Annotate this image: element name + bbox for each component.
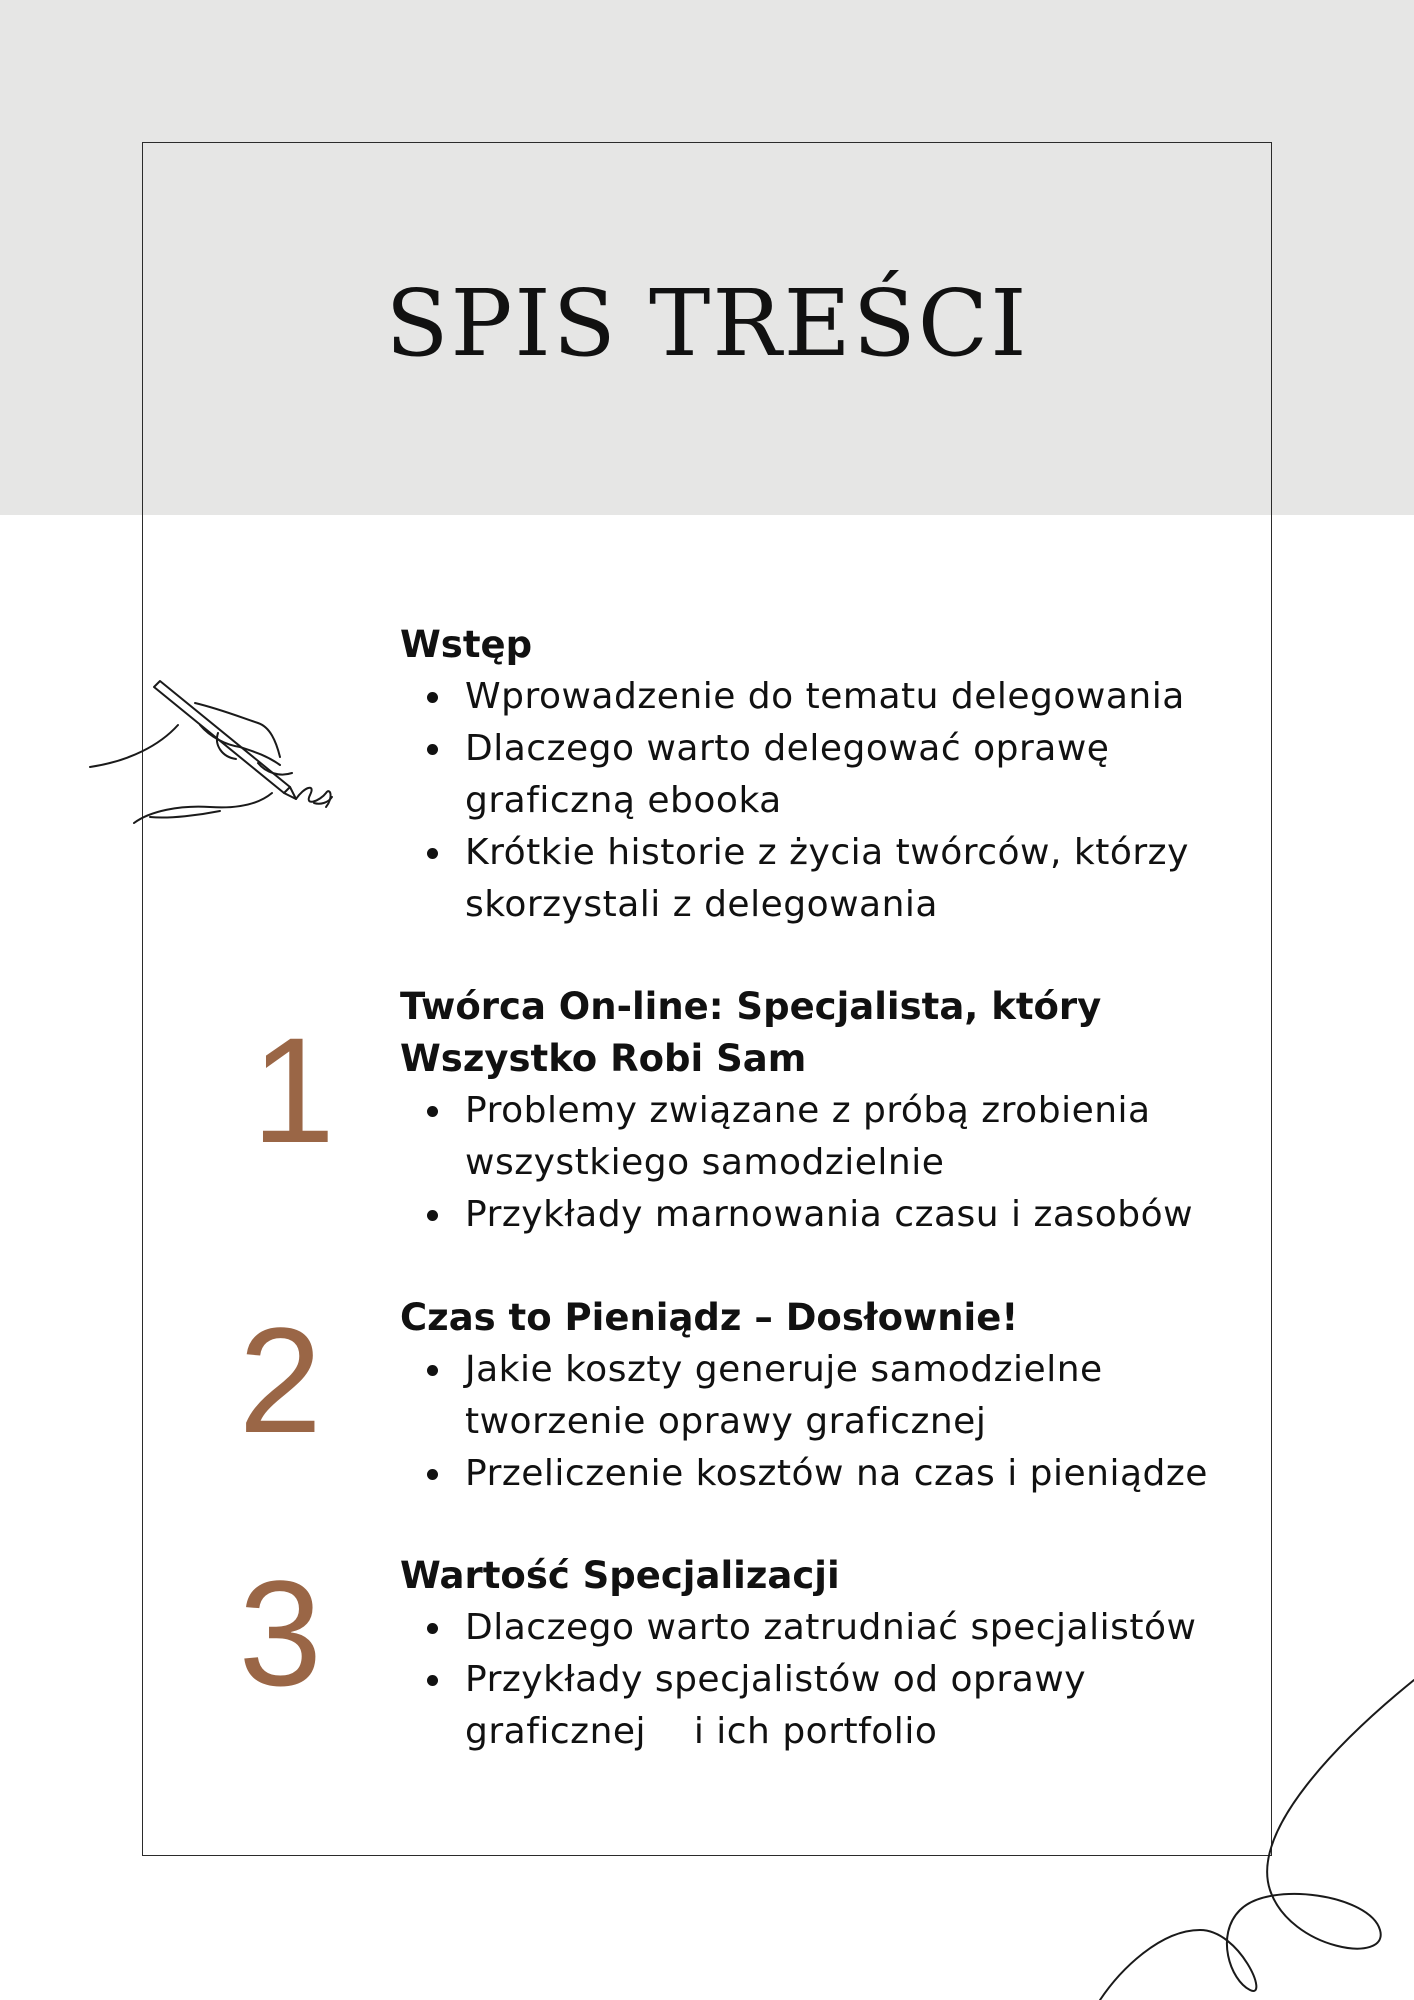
section-number: 1	[251, 1006, 335, 1174]
list-item: Wprowadzenie do tematu delegowania	[400, 671, 1250, 723]
section-heading: Wartość Specjalizacji	[400, 1554, 840, 1597]
section-number: 3	[238, 1549, 322, 1717]
toc-section-3	[400, 1550, 1250, 1758]
section-item-list	[400, 1602, 1250, 1758]
section-item-list	[400, 1344, 1250, 1500]
toc-section-2	[400, 1292, 1250, 1500]
list-item: Krótkie historie z życia twórców, którzy skorzystali z delegowania	[400, 827, 1285, 931]
list-item: Dlaczego warto zatrudniać specjalistów	[400, 1602, 1250, 1654]
section-item-list	[400, 1085, 1250, 1241]
list-item: Przykłady marnowania czasu i zasobów	[400, 1189, 1250, 1241]
hand-writing-with-pen-icon	[90, 675, 340, 835]
list-item: Problemy związane z próbą zrobienia wszystkiego samodzielnie	[400, 1085, 1225, 1189]
list-item: Jakie koszty generuje samodzielne tworzenie oprawy graficznej	[400, 1344, 1225, 1448]
toc-section-1	[400, 981, 1250, 1241]
list-item: Przeliczenie kosztów na czas i pieniądze	[400, 1448, 1250, 1500]
section-heading: Twórca On-line: Specjalista, który Wszystko Robi Sam	[400, 985, 1102, 1080]
toc-section-intro	[400, 619, 1250, 931]
list-item: Dlaczego warto delegować oprawę graficzną ebooka	[400, 723, 1155, 827]
section-heading: Wstęp	[400, 623, 533, 666]
page-title: SPIS TREŚCI	[385, 270, 1029, 377]
section-number: 2	[238, 1296, 322, 1464]
list-item: Przykłady specjalistów od oprawy graficznej i ich portfolio	[400, 1654, 1225, 1758]
section-item-list	[400, 671, 1250, 931]
section-heading: Czas to Pieniądz – Dosłownie!	[400, 1296, 1019, 1339]
